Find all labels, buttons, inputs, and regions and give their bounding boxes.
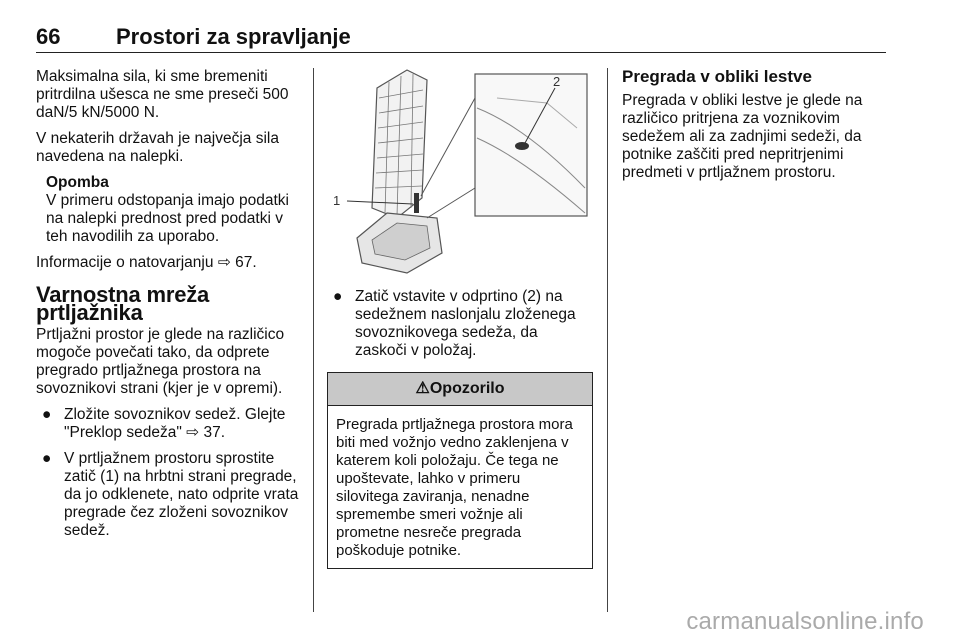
partition-illustration: [327, 68, 593, 276]
list-item-text: V prtljažnem prostoru sprostite zatič (1) na hrbtni strani pregrade, da jo odklenete, nato odprite vrata pregrade čez zloženi sovoznikov sedež.: [64, 450, 299, 539]
reference-link[interactable]: 67.: [235, 254, 257, 271]
note-label: Opomba: [46, 174, 109, 191]
column-right: [622, 68, 888, 190]
list-item: [327, 288, 593, 360]
section-heading: Pregrada v obliki lestve: [622, 67, 812, 86]
bullet-icon: ●: [42, 450, 52, 467]
cross-reference: [36, 254, 302, 272]
list-item: [36, 406, 302, 442]
page-number: 66: [36, 24, 61, 49]
column-middle: [327, 68, 593, 569]
arrow-icon: ⇨: [186, 424, 200, 441]
column-left: [36, 68, 302, 548]
bullet-icon: ●: [42, 406, 52, 423]
column-divider: [313, 68, 314, 612]
list-item: [36, 450, 302, 540]
list-item-text: Zložite sovoznikov sedež. Glejte "Preklop sedeža": [64, 406, 286, 441]
paragraph: V nekaterih državah je največja sila navedena na nalepki.: [36, 130, 279, 165]
note-text: V primeru odstopanja imajo podatki na nalepki prednost pred podatki v teh navodilih za uporabo.: [46, 192, 289, 245]
warning-box: [327, 372, 593, 569]
bullet-icon: ●: [333, 288, 343, 305]
callout-1: 1: [333, 193, 341, 208]
reference-link[interactable]: 37.: [203, 424, 226, 441]
warning-icon: ⚠: [415, 380, 430, 397]
paragraph: Prtljažni prostor je glede na različico mogoče povečati tako, da odprete pregrado prtljažnega prostora na sovoznikovi strani (kjer je v opremi).: [36, 326, 285, 397]
paragraph: Pregrada v obliki lestve je glede na različico pritrjena za voznikovim sedežem ali za zadnjimi sedeži, da potnike zaščiti pred nepritrjenimi predmeti v prtljažnem prostoru.: [622, 92, 863, 181]
paragraph: Maksimalna sila, ki sme bremeniti pritrdilna ušesca ne sme preseči 500 daN/5 kN/5000 N.: [36, 68, 289, 121]
warning-title: Opozorilo: [429, 380, 505, 397]
watermark: carmanualsonline.info: [686, 608, 924, 635]
page-header: [36, 24, 886, 53]
warning-text: Pregrada prtljažnega prostora mora biti med vožnjo vedno zaklenjena v katerem koli položaju. Če tega ne upoštevate, lahko v primeru silovitega zaviranja, nenadne spremembe smeri vožnje ali prometne nesreče pregrada poškoduje potnike.: [336, 416, 573, 559]
arrow-icon: ⇨: [217, 254, 231, 271]
list-item-text: Zatič vstavite v odprtino (2) na sedežnem naslonjalu zloženega sovoznikovega sedeža, da zaskoči v položaj.: [355, 288, 576, 359]
illustration-drawing: [327, 68, 593, 276]
warning-header: [328, 373, 592, 406]
section-title: Prostori za spravljanje: [116, 24, 351, 49]
callout-2: 2: [553, 74, 561, 89]
section-heading: Varnostna mreža prtljažnika: [36, 282, 210, 325]
reference-text: Informacije o natovarjanju: [36, 254, 214, 271]
column-divider: [607, 68, 608, 612]
